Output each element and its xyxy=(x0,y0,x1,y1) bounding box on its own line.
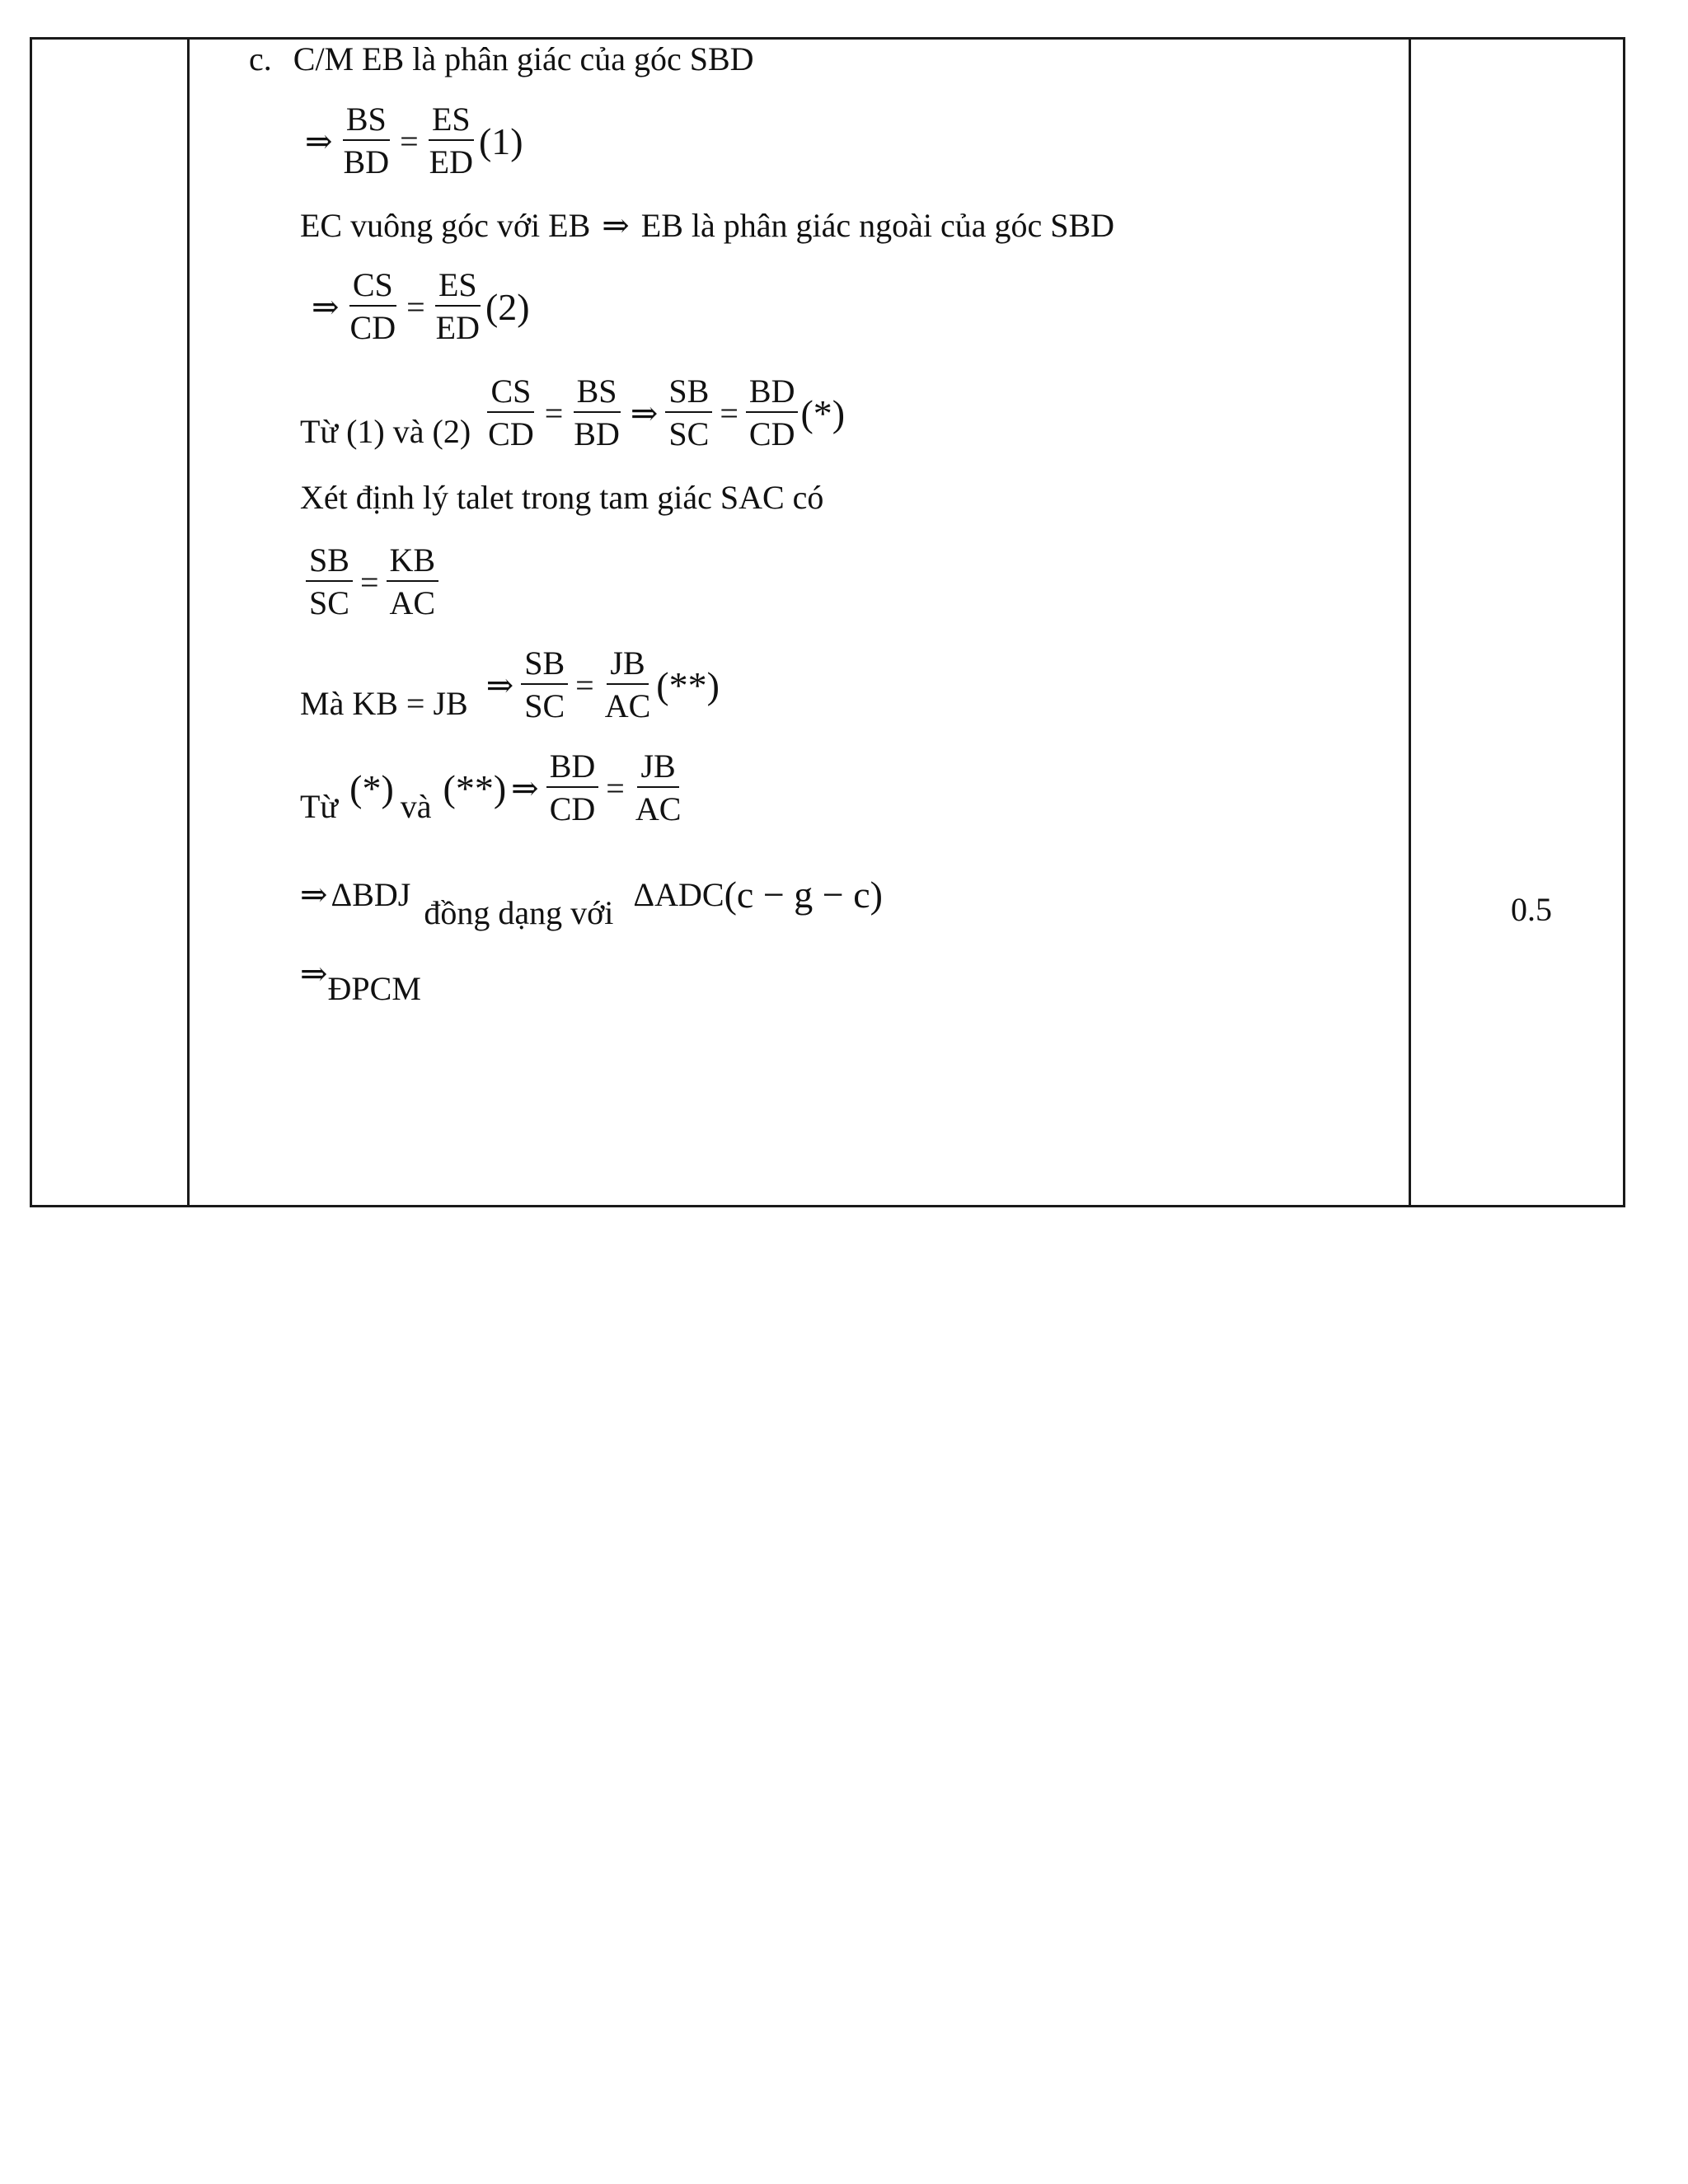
line-9: Từ (*) và (**) ⇒ $\frac{BD}{CD}$ = $\frac{JB}{AC}$ xyxy=(300,750,687,826)
fraction: $\frac{BD}{CD}$ xyxy=(746,375,799,451)
fraction: $\frac{JB}{AC}$ xyxy=(635,748,682,827)
tag: (**) xyxy=(656,663,720,706)
implies-symbol: ⇒ xyxy=(305,122,333,160)
line-8: Mà KB = JB ⇒ $\frac{SB}{SC}$ = $\frac{JB}{AC}$ (**) xyxy=(300,644,720,724)
line-10: ⇒ ΔBDJ đồng dạng với ΔADC (c − g − c) xyxy=(300,874,883,931)
implies-symbol: ⇒ xyxy=(300,955,328,992)
implies-symbol: ⇒ xyxy=(300,876,328,913)
tag: (1) xyxy=(478,120,523,162)
fraction: $\frac{JB}{AC}$ xyxy=(604,644,651,724)
fraction: $\frac{ES}{ED}$ xyxy=(429,101,473,180)
line-11: ⇒ ĐPCM xyxy=(300,955,421,1007)
implies-symbol: ⇒ xyxy=(602,207,630,244)
title-line xyxy=(249,40,754,78)
equation-2: ⇒ $\frac{CS}{CD}$ = $\frac{ES}{ED}$ (2) xyxy=(312,266,530,346)
implies-symbol: ⇒ xyxy=(312,288,340,326)
score-value: 0.5 xyxy=(1511,891,1552,928)
line-3: EC vuông góc với EB ⇒ EB là phân giác ngoài của góc SBD xyxy=(300,207,1115,244)
fraction: $\frac{SB}{SC}$ xyxy=(665,375,712,451)
part-label: c. xyxy=(249,40,272,77)
fraction: $\frac{SB}{SC}$ xyxy=(306,544,353,620)
fraction: $\frac{CS}{CD}$ xyxy=(349,266,396,346)
fraction: $\frac{BD}{CD}$ xyxy=(546,750,599,826)
equation-7: $\frac{SB}{SC}$ = $\frac{KB}{AC}$ xyxy=(303,544,441,620)
fraction: $\frac{SB}{SC}$ xyxy=(521,647,568,723)
tag: (*) xyxy=(800,391,846,434)
fraction: $\frac{ES}{ED}$ xyxy=(435,266,480,346)
tag: (2) xyxy=(485,285,530,328)
implies-symbol: ⇒ xyxy=(630,394,659,432)
line-5: Từ (1) và (2) $\frac{CS}{CD}$ = $\frac{BS}{BD}$ ⇒ $\frac{SB}{SC}$ = $\frac{BD}{CD}$ (*) xyxy=(300,373,846,452)
title-text: C/M EB là phân giác của góc SBD xyxy=(293,40,754,77)
line-6: Xét định lý talet trong tam giác SAC có xyxy=(300,479,824,516)
fraction: $\frac{KB}{AC}$ xyxy=(387,544,439,620)
fraction: $\frac{BS}{BD}$ xyxy=(343,101,390,180)
implies-symbol: ⇒ xyxy=(511,769,539,807)
equation-1: ⇒ $\frac{BS}{BD}$ = $\frac{ES}{ED}$ (1) xyxy=(305,101,523,180)
implies-symbol: ⇒ xyxy=(485,666,514,704)
fraction: $\frac{BS}{BD}$ xyxy=(574,373,620,452)
fraction: $\frac{CS}{CD}$ xyxy=(488,373,534,452)
